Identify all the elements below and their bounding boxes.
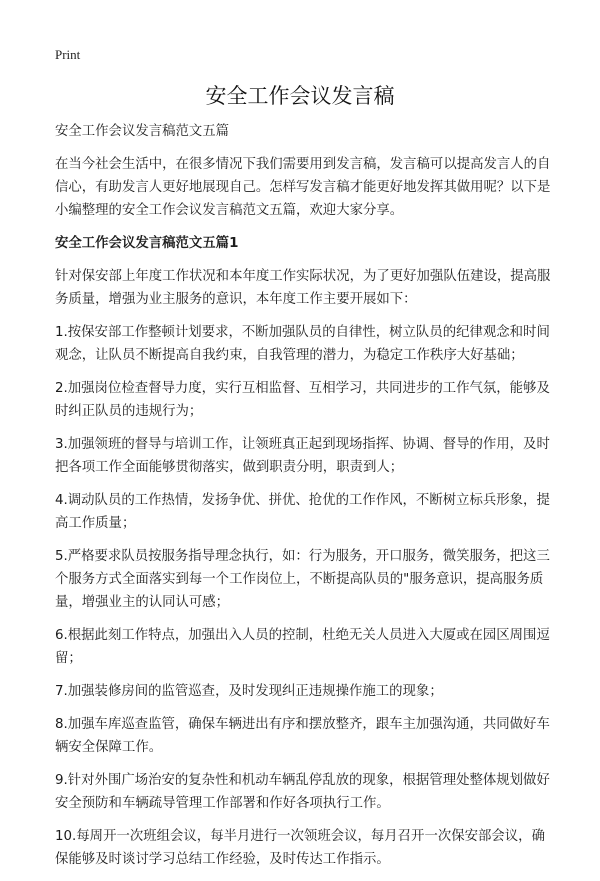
- list-item: 10.每周开一次班组会议，每半月进行一次领班会议，每月召开一次保安部会议，确保能够及时谈讨学习总结工作经验，及时传达工作指示。: [55, 829, 545, 867]
- list-item: 1.按保安部工作整顿计划要求，不断加强队员的自律性，树立队员的纪律观念和时间观念，让队员不断提高自我约束，自我管理的潜力，为稳定工作秩序大好基础；: [55, 325, 550, 363]
- list-item: 9.针对外围广场治安的复杂性和机动车辆乱停乱放的现象，根据管理处整体规划做好安全预防和车辆疏导管理工作部署和作好各项执行工作。: [55, 773, 550, 811]
- section-heading: 安全工作会议发言稿范文五篇1: [55, 236, 239, 251]
- section-intro-paragraph: 针对保安部上年度工作状况和本年度工作实际状况，为了更好加强队伍建设，提高服务质量，增强为业主服务的意识，本年度工作主要开展如下：: [55, 269, 551, 307]
- list-item: 7.加强装修房间的监管巡查，及时发现纠正违规操作施工的现象；: [55, 684, 443, 699]
- document-body: [55, 120, 555, 881]
- print-link[interactable]: Print: [55, 47, 81, 62]
- list-item: 8.加强车库巡查监管，确保车辆进出有序和摆放整齐，跟车主加强沟通，共同做好车辆安全保障工作。: [55, 717, 550, 755]
- list-item: 4.调动队员的工作热情，发扬争优、拼优、抢优的工作作风，不断树立标兵形象，提高工作质量；: [55, 493, 550, 531]
- document-subtitle: 安全工作会议发言稿范文五篇: [55, 124, 230, 139]
- intro-paragraph: 在当今社会生活中，在很多情况下我们需要用到发言稿，发言稿可以提高发言人的自信心，有助发言人更好地展现自己。怎样写发言稿才能更好地发挥其做用呢？以下是小编整理的安全工作会议发言稿范文五篇，欢迎大家分享。: [55, 157, 551, 218]
- list-item: 6.根据此刻工作特点，加强出入人员的控制，杜绝无关人员进入大厦或在园区周围逗留；: [55, 628, 550, 666]
- page-title: 安全工作会议发言稿: [205, 84, 395, 108]
- list-item: 5.严格要求队员按服务指导理念执行，如：行为服务，开口服务，微笑服务，把这三个服务方式全面落实到每一个工作岗位上，不断提高队员的"服务意识，提高服务质量，增强业主的认同认可感；: [55, 549, 550, 610]
- list-item: 3.加强领班的督导与培训工作，让领班真正起到现场指挥、协调、督导的作用，及时把各项工作全面能够贯彻落实，做到职责分明，职责到人；: [55, 437, 550, 475]
- list-item: 2.加强岗位检查督导力度，实行互相监督、互相学习，共同进步的工作气氛，能够及时纠正队员的违规行为；: [55, 381, 550, 419]
